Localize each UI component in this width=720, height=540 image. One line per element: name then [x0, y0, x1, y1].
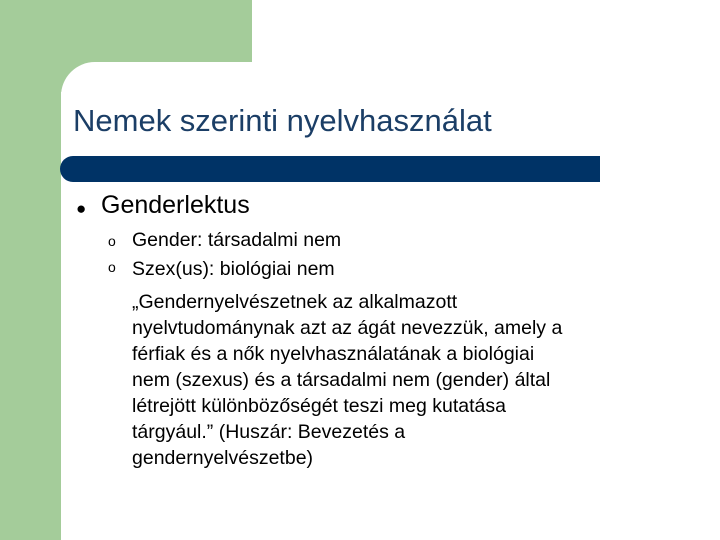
slide-title: Nemek szerinti nyelvhasználat — [73, 103, 492, 138]
quote-line: nem (szexus) és a társadalmi nem (gender) által — [132, 369, 551, 391]
quote-line: „Gendernyelvészetnek az alkalmazott — [132, 291, 458, 313]
sub-item-szexus: Szex(us): biológiai nem — [132, 258, 335, 280]
quote-line: nyelvtudománynak azt az ágát nevezzük, amely a — [132, 317, 563, 339]
bullet-dot-icon: ● — [76, 199, 87, 218]
bullet-genderlektus: Genderlektus — [101, 191, 250, 219]
decorative-green-left-strip — [0, 0, 61, 540]
quote-line: tárgyául.” (Huszár: Bevezetés a — [132, 421, 406, 443]
quote-line: gendernyelvészetbe) — [132, 447, 314, 469]
sub-bullet-icon: o — [108, 233, 116, 249]
title-underline-bar — [60, 156, 600, 182]
quote-line: létrejött különbözőségét teszi meg kutatása — [132, 395, 506, 417]
quote-line: férfiak és a nők nyelvhasználatának a biológiai — [132, 343, 535, 365]
sub-bullet-icon: o — [108, 259, 116, 275]
sub-item-gender: Gender: társadalmi nem — [132, 229, 342, 251]
definition-quote — [132, 289, 692, 471]
